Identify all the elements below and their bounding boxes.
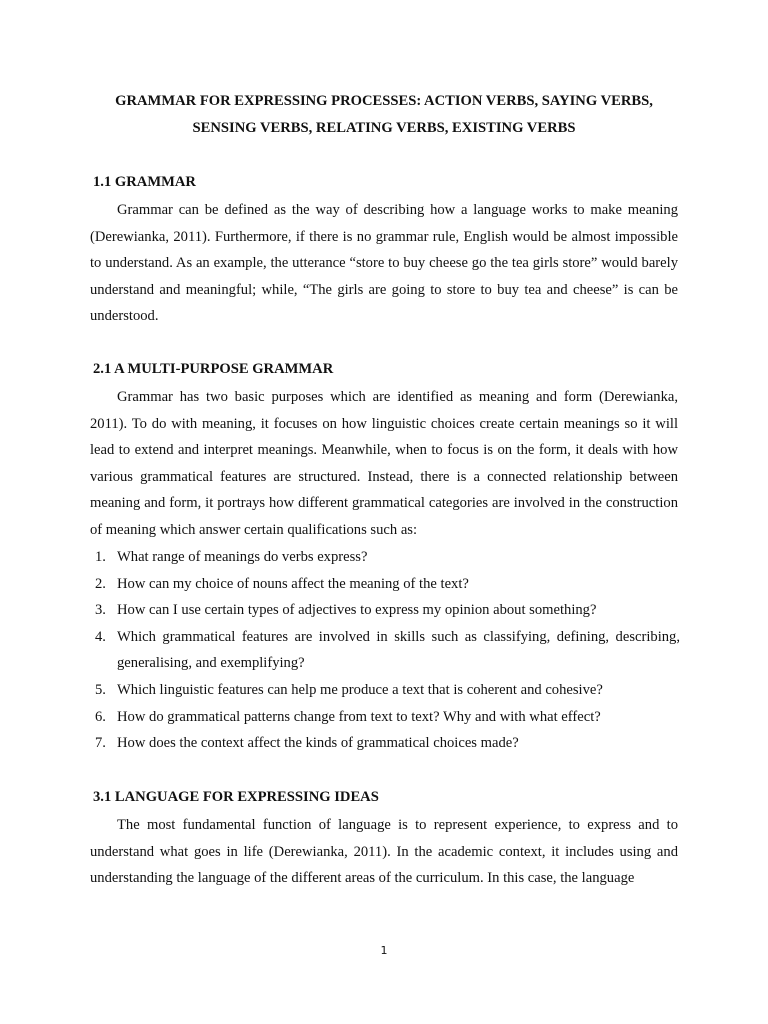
title-line-1: GRAMMAR FOR EXPRESSING PROCESSES: ACTION VERBS, SAYING VERBS, [115,93,653,109]
list-item: 4. Which grammatical features are involved in skills such as classifying, defining, describing, generalising, and exemplifying? [95,628,680,672]
list-item: 6. How do grammatical patterns change from text to text? Why and with what effect? [95,708,601,725]
section-heading-expressing-ideas: 3.1 LANGUAGE FOR EXPRESSING IDEAS [93,789,379,805]
list-item: 7. How does the context affect the kinds of grammatical choices made? [95,735,519,752]
list-item: 2. How can my choice of nouns affect the meaning of the text? [95,575,469,592]
list-item: 1. What range of meanings do verbs express? [95,549,368,565]
section-paragraph-expressing-ideas: The most fundamental function of language is to represent experience, to express and to understand what goes in life (Derewianka, 2011). In the academic context, it includes using and understanding the language of the different areas of the curriculum. In this case, the language [90,817,678,887]
document-title [60,88,708,142]
section-paragraph-multi-purpose: Grammar has two basic purposes which are identified as meaning and form (Derewianka, 2011). To do with meaning, it focuses on how linguistic choices create certain meanings so it will lead to extend and interpret meanings. Meanwhile, when to focus is on the form, it deals with how various grammatical features are structured. Instead, there is a connected relationship between meaning and form, it portrays how different grammatical categories are involved in the construction of meaning which answer certain qualifications such as: [90,389,678,538]
section-heading-grammar: 1.1 GRAMMAR [93,174,196,190]
list-item: 3. How can I use certain types of adjectives to express my opinion about something? [95,602,597,619]
title-line-2: SENSING VERBS, RELATING VERBS, EXISTING VERBS [192,120,576,136]
list-item: 5. Which linguistic features can help me produce a text that is coherent and cohesive? [95,681,603,698]
question-list [90,544,680,757]
section-paragraph-grammar: Grammar can be defined as the way of describing how a language works to make meaning (Derewianka, 2011). Furthermore, if there is no grammar rule, English would be almost impossible to understand. As an example, the utterance “store to buy cheese go the tea girls store” would barely understand and meaningful; while, “The girls are going to store to buy tea and cheese” is can be understood. [90,202,678,325]
section-heading-multi-purpose: 2.1 A MULTI-PURPOSE GRAMMAR [93,361,334,377]
page-number: 1 [380,944,388,957]
